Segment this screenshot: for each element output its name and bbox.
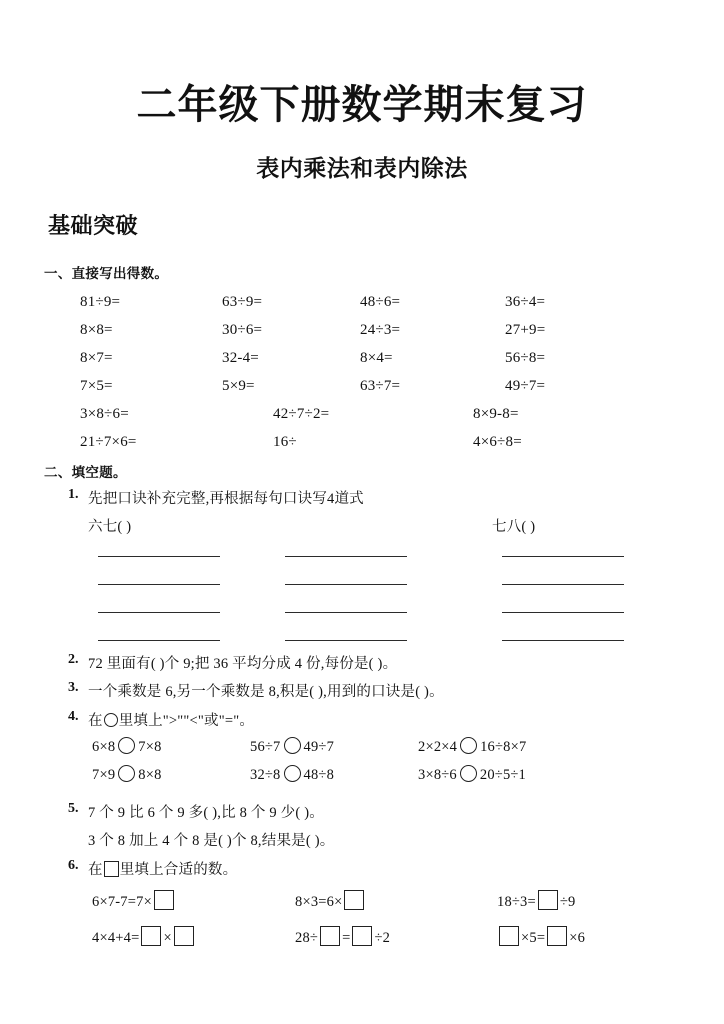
- item-4-number: 4.: [68, 709, 79, 724]
- item-4-r1c2-left: 56÷7: [250, 739, 281, 755]
- item-6-r2c1-t0: 4×4+4=: [92, 930, 140, 946]
- item-6-r2c3-t1: ×5=: [521, 930, 546, 946]
- answer-line-r3c2[interactable]: [285, 612, 407, 613]
- item-4-r2c1-left: 7×9: [92, 767, 116, 783]
- answer-line-r1c2[interactable]: [285, 556, 407, 557]
- expr-r2c3: 24÷3=: [360, 322, 401, 338]
- compare-circle[interactable]: [460, 737, 477, 754]
- fill-box[interactable]: [174, 926, 194, 946]
- item-6-r1c1[interactable]: [92, 890, 176, 911]
- expr-r4c1: 7×5=: [80, 378, 113, 394]
- item-4-r2c1[interactable]: [92, 765, 162, 784]
- item-4-r2c3-right: 20÷5÷1: [479, 767, 527, 783]
- expr-r2c2: 30÷6=: [222, 322, 263, 338]
- item-4-r1c2[interactable]: [250, 737, 334, 756]
- item-6-r2c2-t4: ÷2: [374, 930, 391, 946]
- item-6-r1c1-t0: 6×7-7=7×: [92, 894, 152, 910]
- fill-box[interactable]: [352, 926, 372, 946]
- item-6-r2c1[interactable]: [92, 926, 196, 947]
- answer-line-r4c2[interactable]: [285, 640, 407, 641]
- item-4-r2c3[interactable]: [418, 765, 526, 784]
- item-6-prompt-after: 里填上合适的数。: [119, 862, 238, 878]
- compare-circle[interactable]: [460, 765, 477, 782]
- item-2-number: 2.: [68, 652, 79, 667]
- page-title: 二年级下册数学期末复习: [136, 82, 588, 128]
- answer-line-r2c3[interactable]: [502, 584, 624, 585]
- expr-r1c1: 81÷9=: [80, 294, 121, 310]
- item-4-r2c2[interactable]: [250, 765, 334, 784]
- item-6-r1c3-t2: ÷9: [559, 894, 576, 910]
- item-4-r2c2-left: 32÷8: [250, 767, 281, 783]
- expr-r2c1: 8×8=: [80, 322, 113, 338]
- item-6-r2c2-t2: =: [342, 930, 351, 946]
- item-6-prompt-before: 在: [88, 862, 103, 878]
- item-4-r1c1-right: 7×8: [138, 739, 162, 755]
- compare-circle[interactable]: [284, 765, 301, 782]
- item-4-r2c3-left: 3×8÷6: [418, 767, 457, 783]
- expr-r1c3: 48÷6=: [360, 294, 401, 310]
- fill-box[interactable]: [154, 890, 174, 910]
- item-3-number: 3.: [68, 680, 79, 695]
- answer-line-r4c3[interactable]: [502, 640, 624, 641]
- item-6-r2c3[interactable]: [497, 926, 585, 947]
- item-4-r1c3-left: 2×2×4: [418, 739, 458, 755]
- circle-icon: [104, 713, 118, 727]
- answer-line-r1c3[interactable]: [502, 556, 624, 557]
- item-5-line-1[interactable]: 7 个 9 比 6 个 9 多( ),比 8 个 9 少( )。: [88, 805, 324, 821]
- fill-box[interactable]: [538, 890, 558, 910]
- part-two-heading: 二、填空题。: [44, 465, 127, 481]
- item-1-koujue-left[interactable]: 六七( ): [88, 519, 132, 535]
- square-box-icon: [104, 861, 119, 877]
- item-6-r2c2[interactable]: [295, 926, 390, 947]
- expr-r6c3: 4×6÷8=: [473, 434, 522, 450]
- answer-line-r2c2[interactable]: [285, 584, 407, 585]
- expr-r1c4: 36÷4=: [505, 294, 546, 310]
- item-3-text[interactable]: 一个乘数是 6,另一个乘数是 8,积是( ),用到的口诀是( )。: [88, 684, 444, 700]
- item-6-r1c2-t0: 8×3=6×: [295, 894, 343, 910]
- item-6-r2c2-t0: 28÷: [295, 930, 319, 946]
- fill-box[interactable]: [320, 926, 340, 946]
- item-4-r1c2-right: 49÷7: [303, 739, 335, 755]
- expr-r3c1: 8×7=: [80, 350, 113, 366]
- item-2-text[interactable]: 72 里面有( )个 9;把 36 平均分成 4 份,每份是( )。: [88, 656, 398, 672]
- item-5-line-2[interactable]: 3 个 8 加上 4 个 8 是( )个 8,结果是( )。: [88, 833, 335, 849]
- item-1-prompt: 先把口诀补充完整,再根据每句口诀写4道式: [88, 491, 364, 507]
- item-4-r1c1[interactable]: [92, 737, 162, 756]
- expr-r5c1: 3×8÷6=: [80, 406, 129, 422]
- expr-r6c2: 16÷: [273, 434, 297, 450]
- answer-line-r3c3[interactable]: [502, 612, 624, 613]
- expr-r3c3: 8×4=: [360, 350, 393, 366]
- item-4-r2c2-right: 48÷8: [303, 767, 335, 783]
- item-6-r1c3-t0: 18÷3=: [497, 894, 536, 910]
- item-6-prompt: [88, 858, 237, 879]
- part-one-heading: 一、直接写出得数。: [44, 266, 169, 282]
- expr-r6c1: 21÷7×6=: [80, 434, 137, 450]
- page-subtitle: 表内乘法和表内除法: [256, 156, 468, 182]
- item-4-prompt-before: 在: [88, 713, 103, 729]
- fill-box[interactable]: [547, 926, 567, 946]
- answer-line-r2c1[interactable]: [98, 584, 220, 585]
- fill-box[interactable]: [499, 926, 519, 946]
- compare-circle[interactable]: [118, 737, 135, 754]
- item-4-prompt: [88, 709, 254, 730]
- item-4-r1c3[interactable]: [418, 737, 526, 756]
- answer-line-r4c1[interactable]: [98, 640, 220, 641]
- item-6-r1c3[interactable]: [497, 890, 576, 911]
- fill-box[interactable]: [141, 926, 161, 946]
- item-4-r2c1-right: 8×8: [138, 767, 162, 783]
- item-4-r1c1-left: 6×8: [92, 739, 116, 755]
- expr-r4c3: 63÷7=: [360, 378, 401, 394]
- item-5-number: 5.: [68, 801, 79, 816]
- compare-circle[interactable]: [118, 765, 135, 782]
- item-6-r2c3-t3: ×6: [569, 930, 586, 946]
- item-4-r1c3-right: 16÷8×7: [480, 739, 527, 755]
- section-heading-foundation: 基础突破: [48, 214, 139, 239]
- item-1-koujue-right[interactable]: 七八( ): [492, 519, 536, 535]
- expr-r2c4: 27+9=: [505, 322, 546, 338]
- expr-r3c4: 56÷8=: [505, 350, 546, 366]
- answer-line-r1c1[interactable]: [98, 556, 220, 557]
- expr-r5c2: 42÷7÷2=: [273, 406, 330, 422]
- item-6-r2c1-t2: ×: [163, 930, 172, 946]
- item-4-prompt-after: 里填上">""<"或"="。: [118, 713, 255, 729]
- expr-r5c3: 8×9-8=: [473, 406, 519, 422]
- expr-r4c4: 49÷7=: [505, 378, 546, 394]
- item-6-r1c2[interactable]: [295, 890, 366, 911]
- expr-r3c2: 32-4=: [222, 350, 259, 366]
- fill-box[interactable]: [344, 890, 364, 910]
- item-1-number: 1.: [68, 487, 79, 502]
- expr-r4c2: 5×9=: [222, 378, 255, 394]
- answer-line-r3c1[interactable]: [98, 612, 220, 613]
- compare-circle[interactable]: [284, 737, 301, 754]
- expr-r1c2: 63÷9=: [222, 294, 263, 310]
- item-6-number: 6.: [68, 858, 79, 873]
